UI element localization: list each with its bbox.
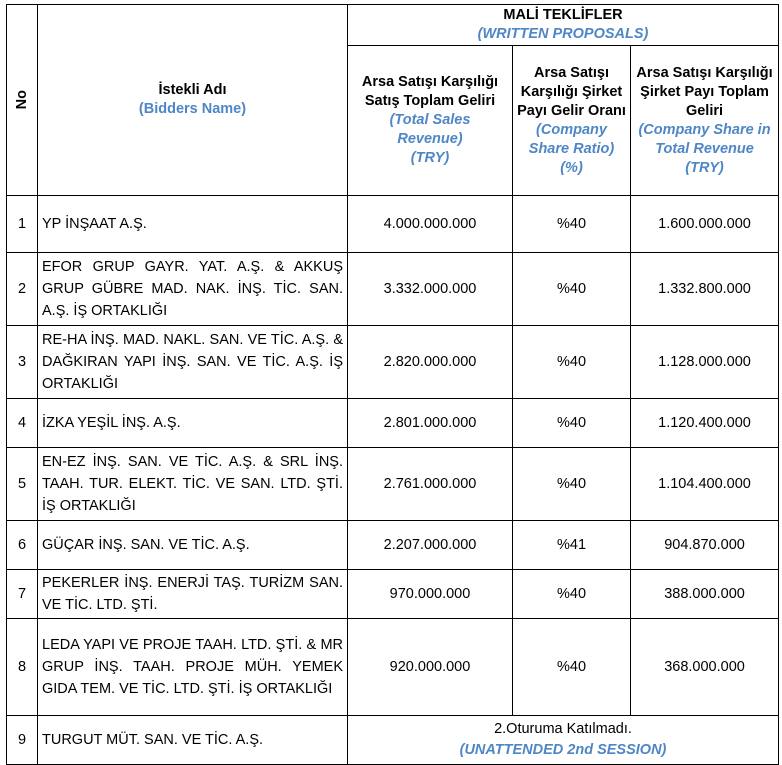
share-ratio: %40: [513, 570, 631, 619]
no-column-header: [7, 5, 38, 196]
share-ratio: %40: [513, 619, 631, 716]
unattended-note-tr: 2.Oturuma Katılmadı.: [494, 721, 632, 737]
company-share: 1.128.000.000: [631, 326, 779, 399]
row-number: 6: [7, 521, 38, 570]
total-revenue: 4.000.000.000: [348, 196, 513, 253]
bidder-name: PEKERLER İNŞ. ENERJİ TAŞ. TURİZM SAN. VE TİC. LTD. ŞTİ.: [38, 570, 348, 619]
total-revenue: 970.000.000: [348, 570, 513, 619]
share-label-tr: Arsa Satışı Karşılığı Şirket Payı Toplam Geliri: [636, 64, 773, 119]
bidder-label-en: (Bidders Name): [138, 101, 247, 117]
ratio-label-en: (Company Share Ratio) (%): [528, 121, 615, 176]
row-number: 4: [7, 399, 38, 448]
unattended-note-en: (UNATTENDED 2nd SESSION): [459, 742, 667, 758]
no-label: No: [13, 90, 30, 110]
bidder-name: GÜÇAR İNŞ. SAN. VE TİC. A.Ş.: [38, 521, 348, 570]
table-row: [7, 399, 779, 448]
bidder-name: RE-HA İNŞ. MAD. NAKL. SAN. VE TİC. A.Ş. & DAĞKIRAN YAPI İNŞ. SAN. VE TİC. A.Ş. İŞ ORTAKLIĞI: [38, 326, 348, 399]
bidder-name: LEDA YAPI VE PROJE TAAH. LTD. ŞTİ. & MR GRUP İNŞ. TAAH. PROJE MÜH. YEMEK GIDA TEM. VE TİC. LTD. ŞTİ. İŞ ORTAKLIĞI: [38, 619, 348, 716]
row-number: 7: [7, 570, 38, 619]
total-revenue: 2.820.000.000: [348, 326, 513, 399]
bidder-name: EFOR GRUP GAYR. YAT. A.Ş. & AKKUŞ GRUP GÜBRE MAD. NAK. İNŞ. TİC. SAN. A.Ş. İŞ ORTAKLIĞI: [38, 253, 348, 326]
revenue-label-en: (Total Sales Revenue) (TRY): [389, 112, 471, 166]
bidder-name: YP İNŞAAT A.Ş.: [38, 196, 348, 253]
share-ratio: %41: [513, 521, 631, 570]
row-number: 8: [7, 619, 38, 716]
total-revenue: 2.207.000.000: [348, 521, 513, 570]
bidder-name: İZKA YEŞİL İNŞ. A.Ş.: [38, 399, 348, 448]
revenue-column-header: [348, 46, 513, 196]
share-ratio: %40: [513, 448, 631, 521]
group-title-en: (WRITTEN PROPOSALS): [477, 26, 649, 42]
total-revenue: 2.801.000.000: [348, 399, 513, 448]
share-column-header: [631, 46, 779, 196]
bidder-name: TURGUT MÜT. SAN. VE TİC. A.Ş.: [38, 716, 348, 765]
company-share: 904.870.000: [631, 521, 779, 570]
table-row: [7, 253, 779, 326]
row-number: 1: [7, 196, 38, 253]
table-row: [7, 619, 779, 716]
company-share: 388.000.000: [631, 570, 779, 619]
share-ratio: %40: [513, 399, 631, 448]
share-label-en: (Company Share in Total Revenue (TRY): [638, 121, 771, 176]
tender-results-table: [6, 4, 779, 765]
table-row: [7, 196, 779, 253]
table-row: [7, 521, 779, 570]
row-number: 2: [7, 253, 38, 326]
bidder-name: EN-EZ İNŞ. SAN. VE TİC. A.Ş. & SRL İNŞ. TAAH. TUR. ELEKT. TİC. VE SAN. LTD. ŞTİ. İŞ ORTAKLIĞI: [38, 448, 348, 521]
company-share: 1.120.400.000: [631, 399, 779, 448]
bidder-column-header: [38, 5, 348, 196]
company-share: 1.104.400.000: [631, 448, 779, 521]
row-number: 9: [7, 716, 38, 765]
company-share: 368.000.000: [631, 619, 779, 716]
ratio-column-header: [513, 46, 631, 196]
table-row: [7, 716, 779, 765]
group-title-tr: MALİ TEKLİFLER: [503, 7, 623, 23]
share-ratio: %40: [513, 196, 631, 253]
revenue-label-tr: Arsa Satışı Karşılığı Satış Toplam Geliri: [361, 74, 499, 109]
bidder-label-tr: İstekli Adı: [158, 82, 227, 98]
row-number: 5: [7, 448, 38, 521]
written-proposals-header: [348, 5, 779, 46]
share-ratio: %40: [513, 253, 631, 326]
ratio-label-tr: Arsa Satışı Karşılığı Şirket Payı Gelir Oranı: [517, 64, 626, 119]
company-share: 1.600.000.000: [631, 196, 779, 253]
unattended-note: [348, 716, 779, 765]
table-row: [7, 326, 779, 399]
table-row: [7, 570, 779, 619]
row-number: 3: [7, 326, 38, 399]
total-revenue: 920.000.000: [348, 619, 513, 716]
total-revenue: 2.761.000.000: [348, 448, 513, 521]
share-ratio: %40: [513, 326, 631, 399]
company-share: 1.332.800.000: [631, 253, 779, 326]
total-revenue: 3.332.000.000: [348, 253, 513, 326]
table-row: [7, 448, 779, 521]
